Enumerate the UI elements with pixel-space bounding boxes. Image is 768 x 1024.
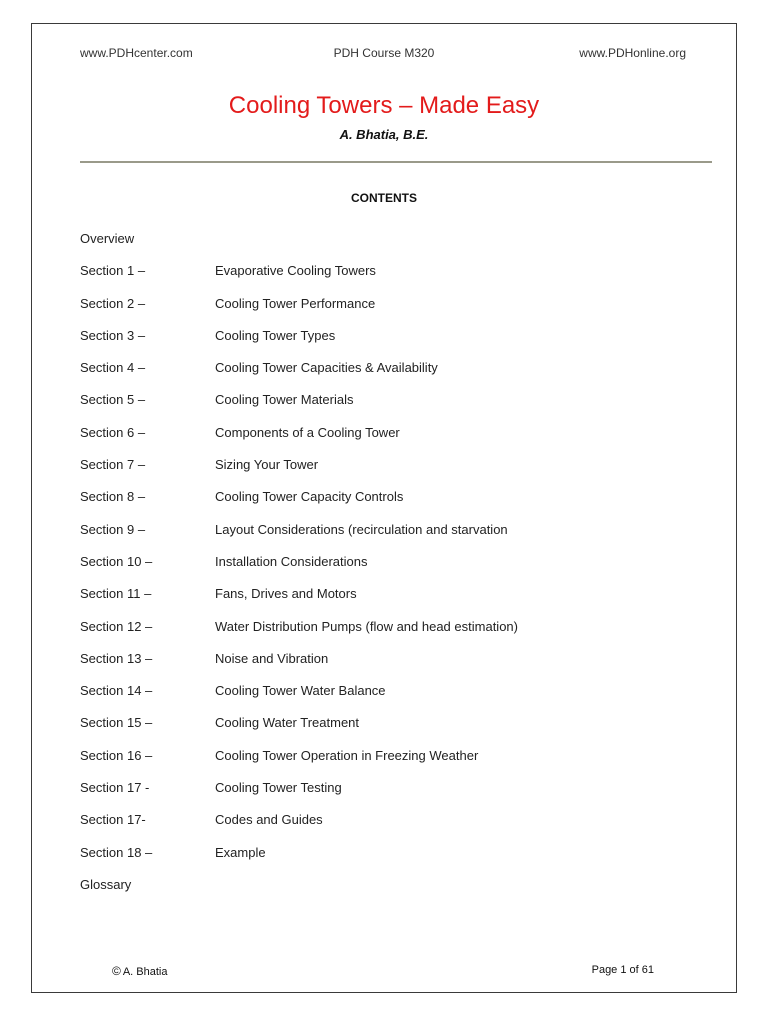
toc-row (80, 360, 720, 392)
title-divider (80, 161, 712, 163)
toc-section-title: Codes and Guides (215, 812, 323, 828)
toc-section-label: Section 18 – (80, 844, 153, 860)
toc-section-title: Components of a Cooling Tower (215, 424, 400, 440)
toc-row (80, 683, 720, 715)
document-page (31, 23, 737, 993)
toc-row (80, 651, 720, 683)
toc-section-label: Section 14 – (80, 683, 153, 699)
toc-section-title: Sizing Your Tower (215, 457, 319, 473)
contents-heading: CONTENTS (351, 191, 417, 205)
copyright-icon: © (112, 964, 121, 978)
footer-copyright (112, 964, 167, 978)
toc-row (80, 586, 720, 618)
toc-section-title: Example (215, 844, 266, 860)
toc-row (80, 263, 720, 295)
toc-section-title: Noise and Vibration (215, 650, 329, 666)
toc-section-title: Cooling Tower Performance (215, 295, 376, 311)
toc-row (80, 522, 720, 554)
toc-row (80, 392, 720, 424)
footer-author: A. Bhatia (122, 966, 168, 978)
toc-section-label: Section 6 – (80, 424, 146, 440)
toc-section-label: Section 9 – (80, 521, 146, 537)
toc-section-label: Section 16 – (80, 747, 153, 763)
footer-page-number: Page 1 of 61 (591, 964, 654, 976)
header-right-url: www.PDHonline.org (579, 46, 686, 60)
toc-section-title: Cooling Tower Testing (215, 780, 342, 796)
toc-section-label: Section 12 – (80, 618, 153, 634)
document-title: Cooling Towers – Made Easy (228, 92, 540, 119)
toc-section-title: Cooling Tower Capacity Controls (215, 489, 404, 505)
toc-section-label: Section 4 – (80, 360, 146, 376)
toc-section-label: Section 8 – (80, 489, 146, 505)
toc-section-label: Section 10 – (80, 553, 153, 569)
toc-section-title: Fans, Drives and Motors (215, 586, 357, 602)
toc-section-title: Evaporative Cooling Towers (215, 263, 376, 279)
toc-row (80, 231, 720, 263)
toc-row (80, 877, 720, 909)
toc-section-title: Installation Considerations (215, 553, 368, 569)
toc-section-label: Section 2 – (80, 295, 146, 311)
header-left-url: www.PDHcenter.com (80, 46, 193, 60)
toc-row (80, 715, 720, 747)
toc-row (80, 328, 720, 360)
toc-section-label: Section 11 – (80, 586, 152, 602)
toc-section-label: Section 15 – (80, 715, 153, 731)
toc-row (80, 554, 720, 586)
toc-section-title: Cooling Tower Materials (215, 392, 354, 408)
toc-section-title: Cooling Tower Types (215, 327, 336, 343)
toc-section-label: Section 1 – (80, 263, 146, 279)
toc-row (80, 457, 720, 489)
toc-row (80, 619, 720, 651)
toc-section-label: Section 3 – (80, 327, 146, 343)
toc-row (80, 845, 720, 877)
toc-row (80, 748, 720, 780)
toc-section-title: Cooling Water Treatment (215, 715, 360, 731)
toc-row (80, 425, 720, 457)
toc-row (80, 489, 720, 521)
toc-section-label: Overview (80, 231, 135, 246)
toc-section-title: Cooling Tower Water Balance (215, 683, 386, 699)
toc-section-title: Water Distribution Pumps (flow and head estimation) (215, 618, 518, 634)
toc-section-label: Section 17- (80, 812, 146, 828)
table-of-contents (80, 231, 720, 909)
document-author: A. Bhatia, B.E. (339, 127, 429, 142)
toc-section-label: Section 13 – (80, 650, 153, 666)
toc-section-title: Cooling Tower Operation in Freezing Weather (215, 747, 479, 763)
toc-section-title: Layout Considerations (recirculation and starvation (215, 521, 508, 537)
toc-section-label: Section 7 – (80, 457, 146, 473)
toc-row (80, 780, 720, 812)
toc-section-label: Section 17 - (80, 780, 150, 796)
toc-section-label: Section 5 – (80, 392, 146, 408)
header-course: PDH Course M320 (333, 46, 435, 60)
toc-section-title: Cooling Tower Capacities & Availability (215, 360, 438, 376)
toc-row (80, 812, 720, 844)
toc-section-label: Glossary (80, 876, 132, 892)
toc-row (80, 296, 720, 328)
